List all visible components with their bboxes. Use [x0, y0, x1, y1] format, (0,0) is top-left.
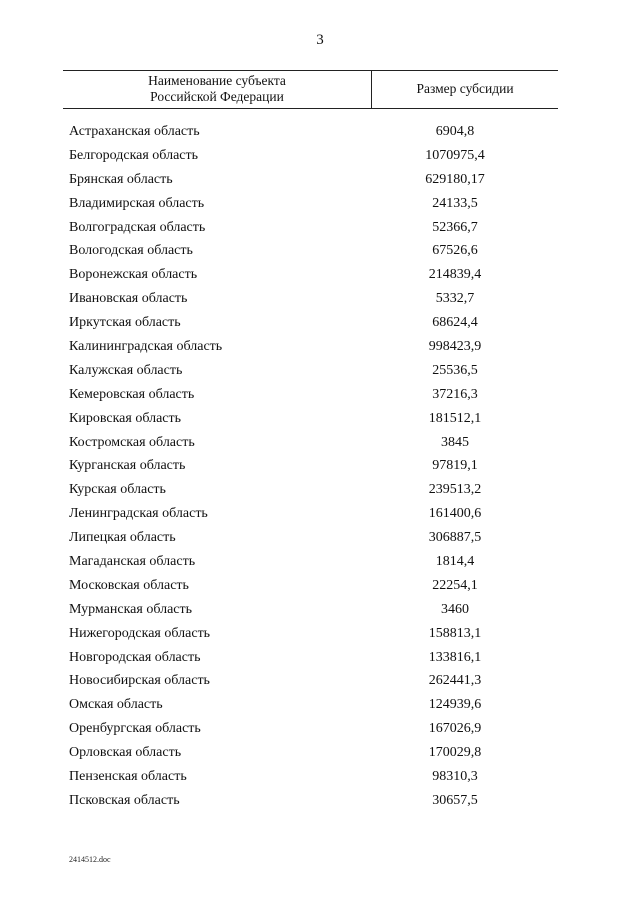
- subsidy-amount: 3845: [441, 434, 469, 450]
- table-row: [0, 433, 640, 457]
- region-name: Волгоградская область: [69, 219, 206, 235]
- region-name: Ленинградская область: [69, 506, 208, 522]
- table-row: [0, 480, 640, 504]
- table-row: [0, 671, 640, 695]
- table-row: [0, 265, 640, 289]
- region-name: Московская область: [69, 577, 189, 593]
- table-header: [63, 70, 558, 109]
- table-row: [0, 361, 640, 385]
- table-row: [0, 337, 640, 361]
- header-region-line2: Российской Федерации: [150, 89, 284, 104]
- subsidy-amount: 6904,8: [435, 124, 475, 139]
- region-name: Оренбургская область: [69, 721, 201, 737]
- region-name: Калининградская область: [69, 339, 223, 355]
- subsidy-amount: 22254,1: [432, 577, 478, 593]
- region-name: Новосибирская область: [69, 673, 210, 689]
- table-row: [0, 695, 640, 719]
- table-row: [0, 767, 640, 791]
- region-name: Кемеровская область: [69, 386, 195, 402]
- region-name: Иркутская область: [69, 315, 181, 331]
- table-row: [0, 576, 640, 600]
- region-name: Магаданская область: [69, 554, 196, 570]
- region-name: Владимирская область: [69, 195, 205, 211]
- region-name: Псковская область: [69, 792, 180, 808]
- subsidy-amount: 37216,3: [432, 386, 478, 402]
- region-name: Костромская область: [69, 434, 195, 450]
- table-row: [0, 504, 640, 528]
- table-row: [0, 719, 640, 743]
- subsidy-amount: 52366,7: [432, 219, 478, 235]
- table-row: [0, 289, 640, 313]
- region-name: Орловская область: [69, 745, 182, 761]
- subsidy-amount: 3460: [441, 601, 469, 617]
- region-name: Мурманская область: [69, 601, 193, 617]
- subsidy-amount: 181512,1: [428, 410, 482, 426]
- subsidy-amount: 167026,9: [428, 721, 482, 737]
- subsidy-amount: 158813,1: [428, 625, 482, 641]
- subsidy-amount: 170029,8: [428, 745, 482, 761]
- region-name: Астраханская область: [69, 124, 200, 139]
- table-row: [0, 409, 640, 433]
- table-row: [0, 743, 640, 767]
- subsidy-amount: 124939,6: [428, 697, 482, 713]
- subsidy-amount: 67526,6: [432, 243, 478, 259]
- table-row: [0, 528, 640, 552]
- table-row: [0, 170, 640, 194]
- region-name: Брянская область: [69, 171, 173, 187]
- subsidy-amount: 5332,7: [435, 291, 475, 307]
- region-name: Пензенская область: [69, 769, 187, 785]
- subsidy-amount: 24133,5: [432, 195, 478, 211]
- region-name: Липецкая область: [69, 530, 176, 546]
- subsidy-amount: 161400,6: [428, 506, 482, 522]
- table-body: [0, 122, 640, 815]
- table-row: [0, 600, 640, 624]
- table-row: [0, 122, 640, 146]
- table-row: [0, 241, 640, 265]
- subsidy-amount: 25536,5: [432, 362, 478, 378]
- region-name: Белгородская область: [69, 147, 199, 163]
- table-row: [0, 552, 640, 576]
- subsidy-amount: 68624,4: [432, 315, 478, 331]
- header-subsidy-column: Размер субсидии: [416, 81, 514, 96]
- table-row: [0, 218, 640, 242]
- table-row: [0, 146, 640, 170]
- table-row: [0, 194, 640, 218]
- table-row: [0, 385, 640, 409]
- region-name: Нижегородская область: [69, 625, 211, 641]
- table-row: [0, 313, 640, 337]
- subsidy-amount: 133816,1: [428, 649, 482, 665]
- subsidy-amount: 306887,5: [428, 530, 482, 546]
- region-name: Курганская область: [69, 458, 186, 474]
- region-name: Новгородская область: [69, 649, 201, 665]
- table-row: [0, 624, 640, 648]
- subsidy-amount: 30657,5: [432, 792, 478, 808]
- subsidy-amount: 998423,9: [428, 339, 482, 355]
- region-name: Курская область: [69, 482, 166, 498]
- subsidy-amount: 262441,3: [428, 673, 482, 689]
- subsidy-amount: 239513,2: [428, 482, 482, 498]
- subsidy-amount: 1814,4: [435, 554, 475, 570]
- region-name: Ивановская область: [69, 291, 188, 307]
- subsidy-amount: 629180,17: [425, 171, 485, 187]
- subsidy-amount: 1070975,4: [425, 147, 485, 163]
- subsidy-amount: 214839,4: [428, 267, 482, 283]
- table-row: [0, 456, 640, 480]
- header-region-line1: Наименование субъекта: [148, 73, 286, 88]
- subsidy-amount: 98310,3: [432, 769, 478, 785]
- region-name: Калужская область: [69, 362, 183, 378]
- region-name: Кировская область: [69, 410, 182, 426]
- page-number: 3: [316, 32, 324, 48]
- region-name: Омская область: [69, 697, 163, 713]
- region-name: Воронежская область: [69, 267, 198, 283]
- subsidy-amount: 97819,1: [432, 458, 478, 474]
- region-name: Вологодская область: [69, 243, 193, 259]
- header-region-column: [63, 73, 371, 105]
- document-id: 2414512.doc: [69, 855, 111, 864]
- table-row: [0, 648, 640, 672]
- table-row: [0, 791, 640, 815]
